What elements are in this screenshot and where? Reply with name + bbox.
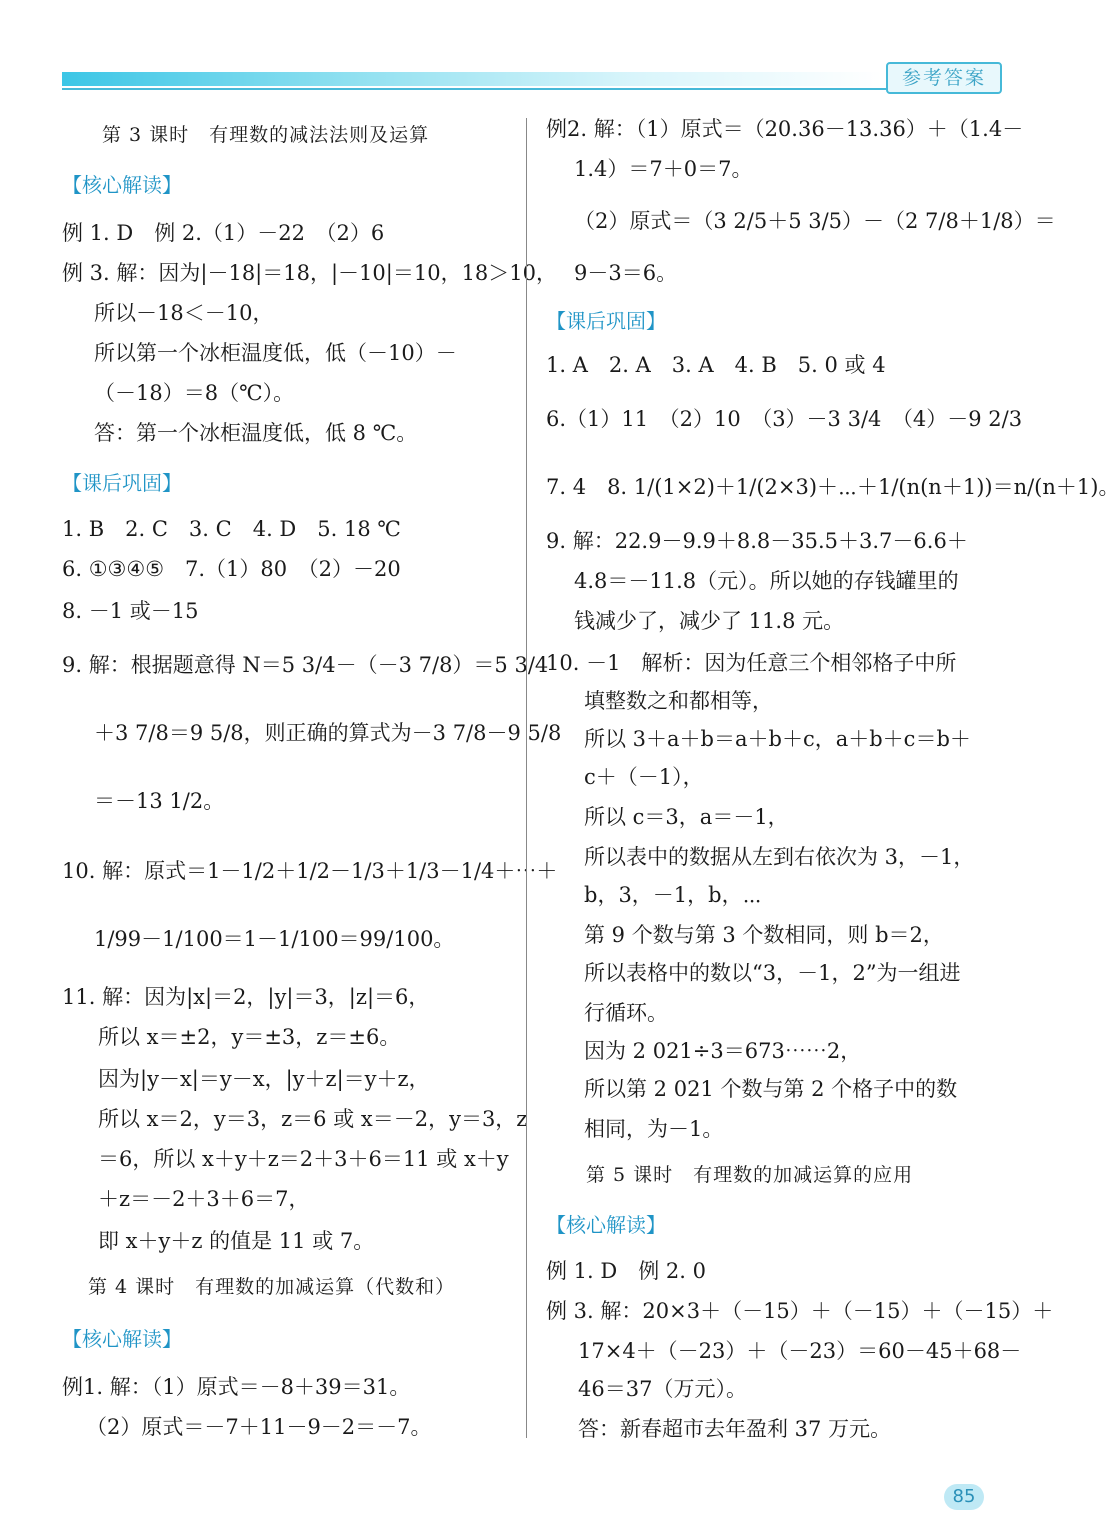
left-text-line: （－18）＝8（℃）。: [94, 381, 295, 405]
header-rule: [62, 88, 1002, 90]
right-text-line: 所以表中的数据从左到右依次为 3，－1，: [584, 845, 975, 869]
left-text-line: 所以－18＜－10，: [94, 301, 274, 325]
left-text-line: 因为|y－x|＝y－x，|y＋z|＝y＋z，: [98, 1067, 430, 1091]
page-number: 85: [944, 1484, 984, 1510]
right-text-line: c＋（－1），: [584, 765, 704, 789]
right-text-line: 相同，为－1。: [584, 1117, 724, 1141]
right-text-line: 所以 3＋a＋b＝a＋b＋c，a＋b＋c＝b＋: [584, 727, 971, 751]
left-text-line: 例 3. 解：因为|－18|＝18，|－10|＝10，18＞10，: [62, 261, 558, 285]
left-text-line: 8. －1 或－15: [62, 599, 199, 623]
left-text-line: 所以第一个冰柜温度低，低（－10）－: [94, 341, 457, 365]
right-section-label: 【核心解读】: [546, 1213, 666, 1237]
left-text-line: 即 x＋y＋z 的值是 11 或 7。: [98, 1229, 375, 1253]
left-text-line: 1. B 2. C 3. C 4. D 5. 18 ℃: [62, 517, 401, 541]
right-text-line: 6.（1）11 （2）10 （3）－3 3/4 （4）－9 2/3: [546, 407, 1023, 431]
right-text-line: 行循环。: [584, 1001, 668, 1025]
right-text-line: 所以 c＝3，a＝－1，: [584, 805, 789, 829]
right-lesson-heading: 第 5 课时 有理数的加减运算的应用: [586, 1164, 914, 1186]
left-text-line: ＋z＝－2＋3＋6＝7，: [98, 1187, 310, 1211]
left-text-line: （2）原式＝－7＋11－9－2＝－7。: [86, 1415, 432, 1439]
right-text-line: 9－3＝6。: [574, 261, 678, 285]
right-text-line: 例2. 解：（1）原式＝（20.36－13.36）＋（1.4－: [546, 117, 1024, 141]
left-text-line: 答：第一个冰柜温度低，低 8 ℃。: [94, 421, 418, 445]
left-text-line: ＋3 7/8＝9 5/8，则正确的算式为－3 7/8－9 5/8: [94, 721, 562, 745]
right-text-line: 例 3. 解：20×3＋（－15）＋（－15）＋（－15）＋: [546, 1299, 1054, 1323]
right-text-line: 9. 解：22.9－9.9＋8.8－35.5＋3.7－6.6＋: [546, 529, 968, 553]
right-text-line: 钱减少了，减少了 11.8 元。: [574, 609, 845, 633]
header-band: [62, 48, 1002, 94]
right-text-line: 10. －1 解析：因为任意三个相邻格子中所: [546, 651, 957, 675]
left-text-line: 例 1. D 例 2.（1）－22 （2）6: [62, 221, 385, 245]
left-text-line: ＝6，所以 x＋y＋z＝2＋3＋6＝11 或 x＋y: [98, 1147, 509, 1171]
left-text-line: 9. 解：根据题意得 N＝5 3/4－（－3 7/8）＝5 3/4: [62, 653, 549, 677]
left-section-label: 【课后巩固】: [62, 471, 182, 495]
right-text-line: 7. 4 8. 1/(1×2)＋1/(2×3)＋⋯＋1/(n(n＋1))＝n/(n＋1)。: [546, 475, 1119, 499]
right-text-line: 17×4＋（－23）＋（－23）＝60－45＋68－: [578, 1339, 1022, 1363]
right-text-line: 所以表格中的数以“3，－1，2”为一组进: [584, 961, 961, 985]
header-gradient-bar: [62, 72, 882, 86]
right-text-line: 填整数之和都相等，: [584, 689, 773, 713]
left-text-line: 11. 解：因为|x|＝2，|y|＝3，|z|＝6，: [62, 985, 430, 1009]
right-text-line: 1. A 2. A 3. A 4. B 5. 0 或 4: [546, 353, 886, 377]
left-section-label: 【核心解读】: [62, 173, 182, 197]
left-section-label: 【核心解读】: [62, 1327, 182, 1351]
right-text-line: 因为 2 021÷3＝673⋯⋯2，: [584, 1039, 862, 1063]
left-text-line: ＝－13 1/2。: [94, 789, 225, 813]
header-tag: 参考答案: [886, 62, 1002, 94]
right-text-line: 例 1. D 例 2. 0: [546, 1259, 706, 1283]
left-text-line: 6. ①③④⑤ 7.（1）80 （2）－20: [62, 557, 401, 581]
left-text-line: 所以 x＝2，y＝3，z＝6 或 x＝－2，y＝3，z: [98, 1107, 528, 1131]
right-text-line: （2）原式＝（3 2/5＋5 3/5）－（2 7/8＋1/8）＝: [574, 209, 1056, 233]
left-text-line: 10. 解：原式＝1－1/2＋1/2－1/3＋1/3－1/4＋⋯＋: [62, 859, 558, 883]
right-text-line: 1.4）＝7＋0＝7。: [574, 157, 753, 181]
left-lesson-heading: 第 4 课时 有理数的加减运算（代数和）: [88, 1276, 456, 1298]
left-text-line: 1/99－1/100＝1－1/100＝99/100。: [94, 927, 455, 951]
right-text-line: b，3，－1，b，⋯: [584, 883, 762, 907]
right-text-line: 答：新春超市去年盈利 37 万元。: [578, 1417, 892, 1441]
right-text-line: 所以第 2 021 个数与第 2 个格子中的数: [584, 1077, 958, 1101]
right-text-line: 4.8＝－11.8（元）。所以她的存钱罐里的: [574, 569, 959, 593]
right-section-label: 【课后巩固】: [546, 309, 666, 333]
right-text-line: 46＝37（万元）。: [578, 1377, 747, 1401]
left-text-line: 例1. 解：（1）原式＝－8＋39＝31。: [62, 1375, 411, 1399]
left-lesson-heading: 第 3 课时 有理数的减法法则及运算: [102, 124, 430, 146]
left-text-line: 所以 x＝±2，y＝±3，z＝±6。: [98, 1025, 401, 1049]
right-text-line: 第 9 个数与第 3 个数相同，则 b＝2，: [584, 923, 944, 947]
column-divider: [526, 118, 527, 1438]
